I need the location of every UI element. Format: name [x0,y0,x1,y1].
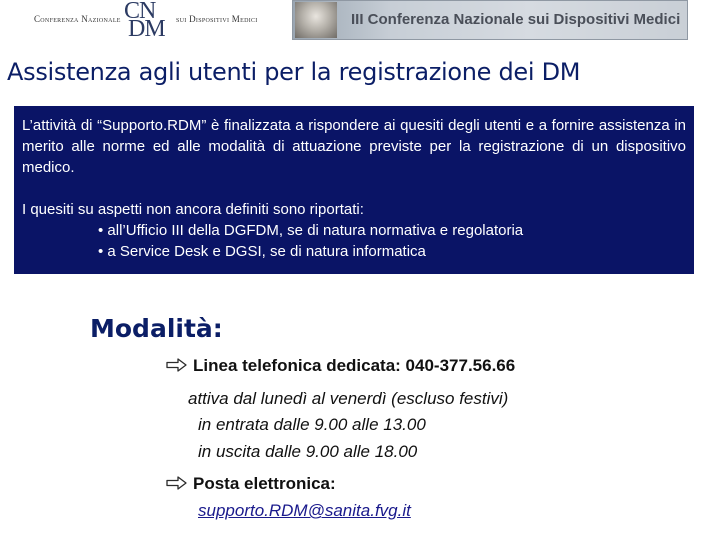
cndm-monogram [122,0,174,42]
modalita-heading: Modalità: [90,314,223,343]
logo-cn: CN [124,0,156,24]
logo-text-conferenza: Conferenza Nazionale [34,14,121,24]
header-banner [0,0,720,46]
email-line [166,474,336,494]
portrait-image [295,2,337,38]
info-paragraph-2: I quesiti su aspetti non ancora definiti sono riportati: [22,201,364,218]
logo-dm: DM [128,16,165,42]
phone-hours: attiva dal lunedì al venerdì (escluso festivi) [188,389,509,408]
info-bullet-2: • a Service Desk e DGSI, se di natura informatica [98,243,426,260]
phone-line [166,356,515,376]
banner-title: III Conferenza Nazionale sui Dispositivi Medici [351,11,681,28]
info-paragraph-1: L’attività di “Supporto.RDM” è finalizzata a rispondere ai quesiti degli utenti e a fornire assistenza in merito alle norme ed alle modalità di attuazione previste per la registrazione di un dispositivo medico. [22,117,686,176]
conference-banner [292,0,688,40]
phone-label: Linea telefonica dedicata: 040-377.56.66 [193,356,516,375]
email-label: Posta elettronica: [193,474,336,493]
phone-outbound-hours: in uscita dalle 9.00 alle 18.00 [198,442,418,461]
page-title: Assistenza agli utenti per la registrazione dei DM [7,58,581,86]
email-link[interactable]: supporto.RDM@sanita.fvg.it [198,501,411,520]
conference-logo [34,0,284,44]
info-bullet-1: • all’Ufficio III della DGFDM, se di natura normativa e regolatoria [98,222,524,239]
logo-text-dispositivi: sui Dispositivi Medici [176,14,258,24]
phone-inbound-hours: in entrata dalle 9.00 alle 13.00 [198,415,426,434]
outline-right-arrow-icon [166,476,188,490]
outline-right-arrow-icon [166,358,188,372]
info-box [14,106,694,274]
